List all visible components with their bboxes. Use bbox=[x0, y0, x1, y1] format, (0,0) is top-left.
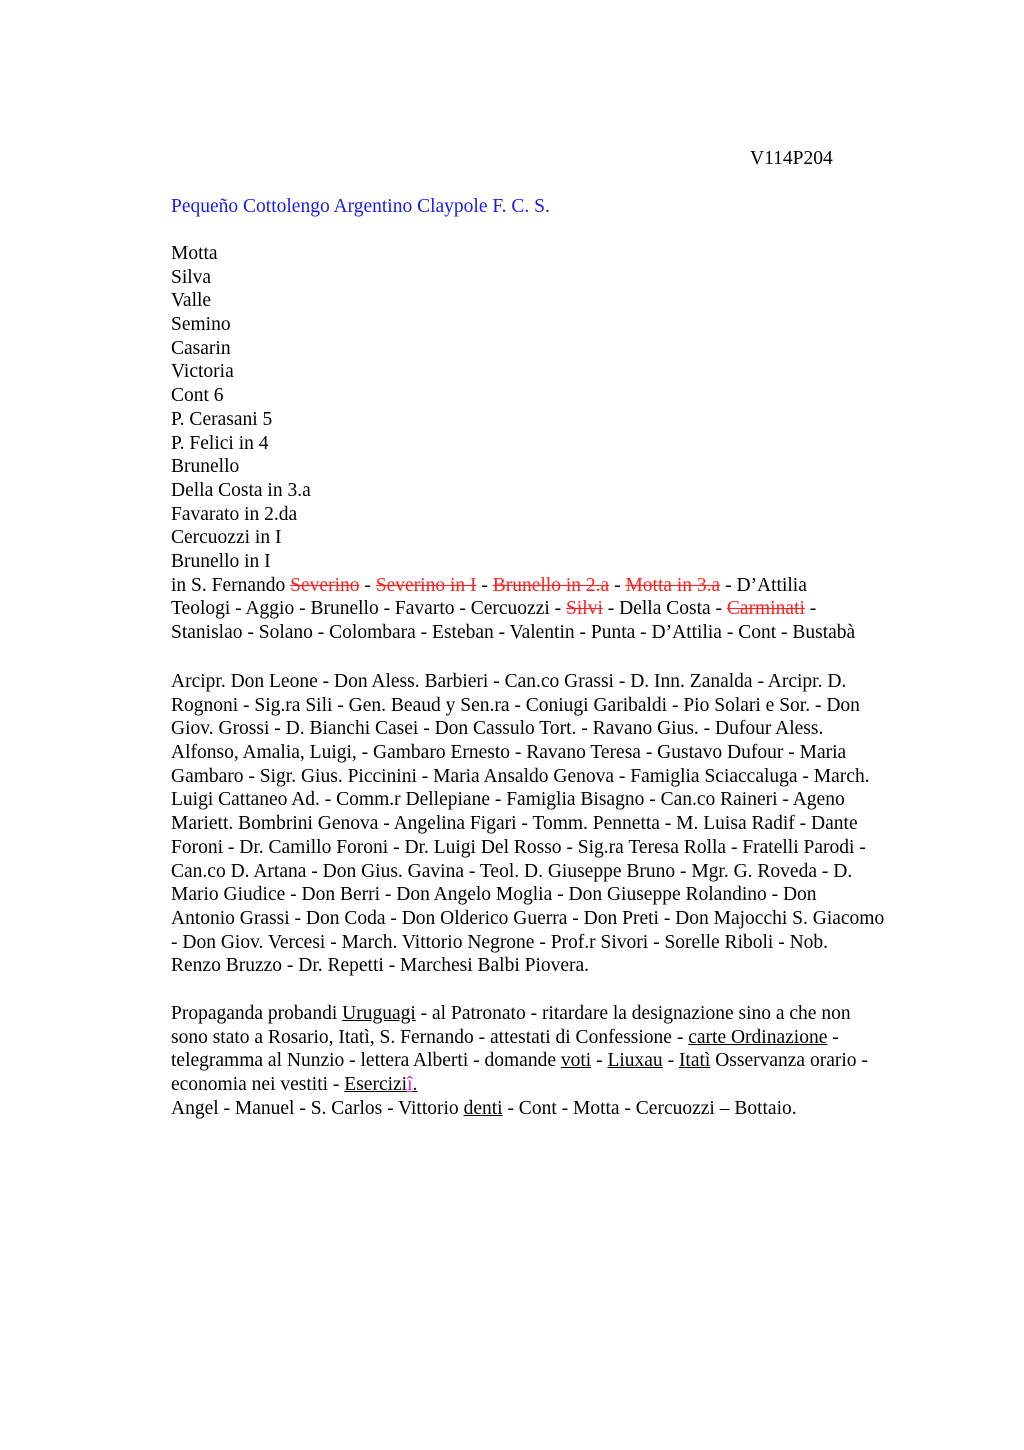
paragraph-line: Mariett. Bombrini Genova - Angelina Figari - Tomm. Pennetta - M. Luisa Radif - Dante bbox=[171, 813, 858, 835]
deleted-text: Silvi bbox=[566, 598, 603, 620]
underlined-text: carte Ordinazione bbox=[688, 1026, 828, 1048]
underlined-text: Uruguagi bbox=[342, 1003, 416, 1024]
list-item: Victoria bbox=[171, 361, 234, 383]
line-stanislao: Stanislao - Solano - Colombara - Esteban - Valentin - Punta - D’Attilia - Cont - Bustabà bbox=[171, 622, 856, 643]
paragraph-line: Alfonso, Amalia, Luigi, - Gambaro Ernesto - Ravano Teresa - Gustavo Dufour - Maria bbox=[171, 742, 847, 764]
line-teologi bbox=[171, 597, 855, 621]
list-item: Semino bbox=[171, 314, 231, 336]
list-item: Brunello bbox=[171, 456, 240, 478]
paragraph-line: Renzo Bruzzo - Dr. Repetti - Marchesi Balbi Piovera. bbox=[171, 955, 590, 977]
text-run: - al Patronato - ritardare la designazione sino a che non bbox=[415, 1003, 851, 1024]
text-run: sono stato a Rosario, Itatì, S. Fernando - attestati di Confessione - bbox=[171, 1026, 689, 1048]
text-run: - Della Costa - bbox=[602, 598, 727, 620]
paragraph-line: Rognoni - Sig.ra Sili - Gen. Beaud y Sen.ra - Coniugi Garibaldi - Pio Solari e Sor. - Don bbox=[171, 694, 860, 716]
underlined-text: . bbox=[412, 1074, 418, 1096]
deleted-text: Severino in I bbox=[375, 574, 477, 596]
page-identifier: V114P204 bbox=[750, 148, 833, 169]
list-item: Favarato in 2.da bbox=[171, 503, 298, 525]
list-item: Motta bbox=[171, 243, 218, 264]
paragraph-line: Can.co D. Artana - Don Gius. Gavina - Teol. D. Giuseppe Bruno - Mgr. G. Roveda - D. bbox=[171, 860, 853, 882]
underlined-text: Esercizi bbox=[344, 1074, 408, 1096]
underlined-text: Itatì bbox=[678, 1050, 711, 1072]
underlined-text: Liuxau bbox=[607, 1050, 663, 1072]
deleted-text: Motta in 3.a bbox=[625, 574, 721, 596]
paragraph-line: Antonio Grassi - Don Coda - Don Olderico Guerra - Don Preti - Don Majocchi S. Giacomo bbox=[171, 907, 885, 929]
text-run: - D’Attilia bbox=[720, 574, 807, 596]
text-run: - bbox=[827, 1026, 839, 1048]
deleted-text: Severino bbox=[290, 574, 360, 596]
text-run: Propaganda probandi bbox=[171, 1003, 343, 1024]
text-run: in S. Fernando bbox=[171, 574, 291, 596]
list-item: Casarin bbox=[171, 337, 231, 359]
underlined-text: denti bbox=[463, 1097, 503, 1119]
deleted-text: Brunello in 2.a bbox=[492, 574, 610, 596]
separator: - bbox=[359, 574, 376, 596]
list-item: Silva bbox=[171, 266, 212, 288]
text-run: - Cont - Motta - Cercuozzi – Bottaio. bbox=[502, 1097, 797, 1119]
text-run: telegramma al Nunzio - lettera Alberti - domande bbox=[171, 1050, 561, 1072]
separator: - bbox=[609, 574, 626, 596]
underlined-text: voti bbox=[560, 1050, 592, 1072]
list-item: Della Costa in 3.a bbox=[171, 479, 311, 501]
names-list bbox=[171, 242, 855, 645]
list-item: Cont 6 bbox=[171, 385, 224, 407]
paragraph-line bbox=[171, 1073, 868, 1097]
paragraph-line: - Don Giov. Vercesi - March. Vittorio Negrone - Prof.r Sivori - Sorelle Riboli - Nob. bbox=[171, 931, 829, 953]
paragraph-line: Gambaro - Sigr. Gius. Piccinini - Maria Ansaldo Genova - Famiglia Sciaccaluga - March. bbox=[171, 765, 870, 787]
list-item: Valle bbox=[171, 290, 212, 312]
paragraph-line: Mario Giudice - Don Berri - Don Angelo Moglia - Don Giuseppe Rolandino - Don bbox=[171, 884, 817, 906]
text-run: Teologi - Aggio - Brunello - Favarto - Cercuozzi - bbox=[171, 598, 567, 620]
list-item: Cercuozzi in I bbox=[171, 527, 282, 549]
paragraph-line: Foroni - Dr. Camillo Foroni - Dr. Luigi Del Rosso - Sig.ra Teresa Rolla - Fratelli Parodi - bbox=[171, 836, 866, 858]
list-item: Brunello in I bbox=[171, 550, 271, 572]
document-heading: Pequeño Cottolengo Argentino Claypole F. C. S. bbox=[171, 196, 550, 217]
text-run: economia nei vestiti - bbox=[171, 1074, 345, 1096]
text-run: - bbox=[804, 598, 817, 620]
paragraph-line: Luigi Cattaneo Ad. - Comm.r Dellepiane - Famiglia Bisagno - Can.co Raineri - Ageno bbox=[171, 789, 845, 811]
paragraph-line: Giov. Grossi - D. Bianchi Casei - Don Cassulo Tort. - Ravano Gius. - Dufour Aless. bbox=[171, 718, 824, 740]
list-item: P. Cerasani 5 bbox=[171, 408, 273, 430]
benefactors-paragraph bbox=[171, 670, 884, 978]
paragraph-line bbox=[171, 1097, 868, 1121]
text-run: - bbox=[662, 1050, 679, 1072]
list-item: P. Felici in 4 bbox=[171, 432, 269, 454]
paragraph-line bbox=[171, 1026, 868, 1050]
text-run: - bbox=[591, 1050, 608, 1072]
line-san-fernando bbox=[171, 574, 855, 598]
paragraph-line: Arcipr. Don Leone - Don Aless. Barbieri - Can.co Grassi - D. Inn. Zanalda - Arcipr. D. bbox=[171, 671, 847, 692]
text-run: Osservanza orario - bbox=[710, 1050, 868, 1072]
text-run: Angel - Manuel - S. Carlos - Vittorio bbox=[171, 1097, 464, 1119]
accent-mark: î bbox=[407, 1074, 413, 1096]
deleted-text: Carminati bbox=[726, 598, 805, 620]
separator: - bbox=[476, 574, 493, 596]
notes-paragraph bbox=[171, 1002, 868, 1120]
paragraph-line bbox=[171, 1049, 868, 1073]
paragraph-line bbox=[171, 1002, 868, 1026]
